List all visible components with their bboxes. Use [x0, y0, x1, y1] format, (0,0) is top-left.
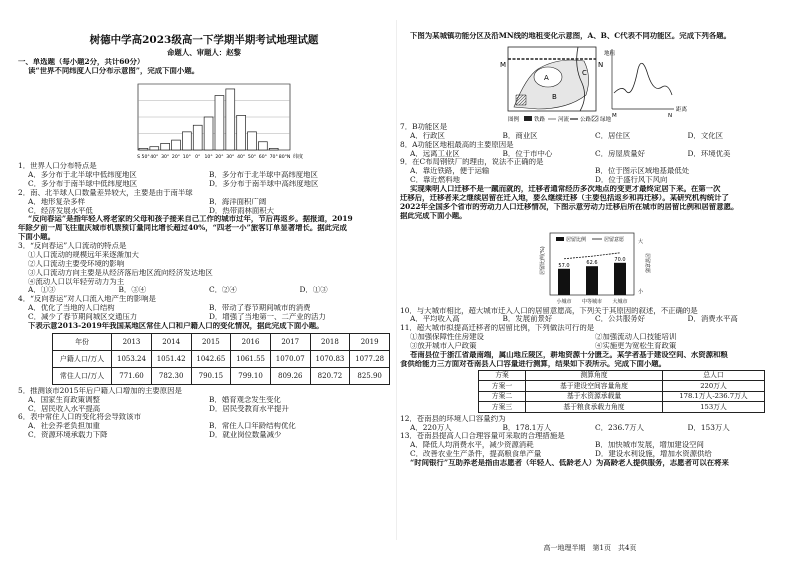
q4-options-row1	[18, 304, 390, 313]
rent-x-label: 距离	[676, 106, 688, 113]
chart-tick-label: 70°	[269, 155, 278, 161]
q8-option-c[interactable]: C．房屋质量好	[595, 149, 645, 158]
q13-option-d[interactable]: D．建设水利设施，增加水资源供给	[595, 450, 712, 459]
q5-option-a[interactable]: A．国家生育政策调整	[28, 395, 100, 404]
table-cell: 809.26	[270, 367, 310, 384]
q2-stem: 2．南、北半球人口数量差异较大，主要是由于南半球	[18, 188, 193, 197]
q1-options-row2	[18, 180, 390, 189]
q5-option-b[interactable]: B．婚育观念发生变化	[209, 395, 281, 404]
exam-author: 命题人、审题人：赵黎	[167, 47, 241, 57]
table-cell: 771.60	[112, 367, 152, 384]
legend-swatch-rail	[524, 116, 532, 121]
q1-stem: 1．世界人口分布特点是	[18, 162, 97, 171]
chart2-legend-swatch-bar	[556, 237, 564, 241]
q12-options	[400, 424, 780, 433]
q3-statement-3: ③人口流动方向主要是从经济落后地区流向经济发达地区	[28, 268, 213, 277]
table-cell: 方案三	[479, 402, 526, 413]
q4-option-d[interactable]: D．增强了当地第一、二产业的活力	[209, 313, 326, 322]
q12-option-a[interactable]: A．220万人	[410, 423, 452, 432]
q10-stem: 10．与大城市相比，超大城市迁入人口的居留意愿高，下列关于其原因的叙述，不正确的是	[400, 306, 698, 315]
q1-option-c[interactable]: C．多分布于南半球中低纬度地区	[28, 179, 138, 188]
table-row	[479, 391, 765, 402]
q13-option-c[interactable]: C．改善农业生产条件，提高粮食单产量	[410, 450, 542, 459]
q9-options-row1	[400, 167, 780, 176]
table-cell: 1077.28	[350, 350, 390, 367]
chart2-bar	[586, 266, 598, 295]
chart-tick-label: 30°	[161, 155, 170, 161]
chart2-y2-tick-high: 大	[638, 238, 644, 245]
capacity-table	[478, 370, 765, 413]
passage3-line2: 食供给能力三方面对苍南县人口容量进行测算，结果如下表所示。完成下面小题。	[400, 359, 667, 368]
chart-tick-label: 10°	[204, 155, 213, 161]
chart2-value-label: 62.6	[586, 259, 598, 266]
q10-option-a[interactable]: A．平均收入高	[410, 315, 460, 324]
table1-intro: 下表示意2013-2019年我国某地区常住人口和户籍人口的变化情况，据此完成下面小题。	[28, 321, 324, 330]
table-cell: 178.1万人-236.7万人	[663, 391, 765, 402]
q11-statement-2: ②加强流动人口技能培训	[595, 333, 677, 342]
chart2-bar	[614, 262, 626, 294]
table-row	[479, 402, 765, 413]
table-cell: 基于水资源承载量	[526, 391, 663, 402]
q1-option-d[interactable]: D．多分布于南半球中高纬度地区	[209, 179, 319, 188]
table-header-cell: 2016	[231, 333, 271, 350]
chart-bar	[215, 96, 224, 150]
table-cell: 1051.42	[151, 350, 191, 367]
chart-tick-label: 30°	[226, 155, 235, 161]
population-latitude-chart	[18, 78, 390, 162]
legend-river: 河流	[558, 116, 570, 123]
chart-tick-label: 50°	[247, 155, 257, 161]
q4-options-row2	[18, 313, 390, 322]
chart2-y2-label: 居留意愿	[644, 252, 650, 273]
q2-option-d[interactable]: D．热带雨林面积大	[209, 206, 275, 215]
chart-tick-label: 60°	[258, 155, 267, 161]
q8-stem: 8．A功能区地租最高的主要原因是	[400, 140, 514, 149]
map-intro: 下图为某城镇功能分区及沿MN线的地租变化示意图，A、B、C代表不同功能区。完成下列各题。	[410, 32, 732, 40]
q7-option-c[interactable]: C．居住区	[595, 131, 631, 140]
q5-stem: 5．推测该市2015年后户籍人口增加的主要原因是	[18, 386, 182, 395]
table-cell: 常住人口/万人	[53, 367, 112, 384]
q9-stem: 9．在C布局钢铁厂的理由，说法不正确的是	[400, 158, 544, 167]
q7-option-a[interactable]: A．行政区	[410, 131, 445, 140]
table-cell: 1070.83	[310, 350, 350, 367]
table-cell: 220万人	[663, 381, 765, 392]
chart-tick-label: 80°N	[278, 155, 291, 161]
table-header-cell: 年份	[53, 333, 112, 350]
q7-options	[400, 132, 780, 141]
migration-retention-chart	[400, 221, 780, 307]
table-row	[479, 370, 765, 381]
table-cell: 基于粮食承载力角度	[526, 402, 663, 413]
chart2-y-label: 居留比例(%)	[540, 245, 546, 275]
chart2-category-label: 小城市	[556, 298, 572, 305]
table-cell: 825.90	[350, 367, 390, 384]
q4-option-c[interactable]: C．减少了春节期间城区交通压力	[28, 313, 138, 322]
chart2-legend-line: 居留意愿	[604, 236, 625, 243]
q6-option-c[interactable]: C．资源环境承载力下降	[28, 431, 108, 440]
rent-x-start: M	[612, 112, 617, 119]
q2-options-row1	[18, 198, 390, 207]
q8-option-b[interactable]: B．位于市中心	[502, 149, 553, 158]
chart-tick-label: 20°	[215, 155, 224, 161]
legend-road: 公路	[580, 116, 592, 123]
chart-tick-label: 40°	[150, 155, 159, 161]
q13-stem: 13．苍南县提高人口合理容量可采取的合理措施是	[400, 432, 565, 441]
chart-bar	[204, 117, 213, 150]
map-green-space	[516, 95, 526, 105]
chart-bar	[237, 116, 246, 151]
q13-option-b[interactable]: B．加快城市发展，增加建设空间	[595, 441, 704, 450]
passage2-line3: 2022年全国多个省市的劳动力人口迁移情况，下图示意劳动力迁移后所在城市的居留比例和居留意愿。	[400, 202, 739, 211]
table-header-cell: 2013	[112, 333, 152, 350]
q9-options-row2	[400, 176, 780, 185]
passage1-line2: 年除夕前一周飞往重庆城市机票预订量同比增长超过40%，“四老一小”旅客订单显著增长。据此完成	[18, 224, 347, 233]
section-heading: 一、单选题（每小题2分，共计60分）	[18, 58, 145, 67]
q2-options-row2	[18, 207, 390, 216]
table-row	[53, 333, 390, 350]
legend-green: 绿地	[600, 116, 612, 123]
table-header-cell: 2015	[191, 333, 231, 350]
q3-option-b[interactable]: B．③④	[118, 286, 147, 295]
q13-options-row1	[400, 441, 780, 450]
q6-options-row1	[18, 422, 390, 431]
q11-statements-row1	[400, 333, 780, 342]
q9-option-c[interactable]: C．靠近燃料地	[410, 176, 460, 185]
page-divider	[396, 20, 397, 540]
passage4-line1: “时间银行”互助养老是指由志愿者（年轻人、低龄老人）为高龄老人提供服务，志愿者可以在将来	[410, 459, 729, 467]
map-label-a: A	[544, 73, 549, 82]
table-header-cell: 2017	[270, 333, 310, 350]
legend-title: 图例	[508, 116, 520, 123]
q6-option-a[interactable]: A．社会养老负担加重	[28, 422, 100, 431]
q6-option-b[interactable]: B．常住人口年龄结构优化	[209, 422, 296, 431]
chart-tick-label: S 50°	[137, 155, 150, 161]
chart-bar	[269, 149, 278, 151]
q1-option-a[interactable]: A．多分布于北半球中低纬度地区	[28, 171, 137, 180]
passage1-line1: “反向春运”是指年轻人将老家的父母和孩子接来自己工作的城市过年，节后再返乡。据报道，2019	[28, 215, 353, 224]
table-header-cell: 2019	[350, 333, 390, 350]
table-cell: 820.72	[310, 367, 350, 384]
chart2-category-label: 大城市	[612, 298, 628, 305]
q3-statement-1: ①人口流动的规模远年来逐渐加大	[28, 250, 139, 259]
map-label-c: C	[582, 68, 587, 77]
q13-options-row2	[400, 450, 780, 459]
q11-statement-1: ①加强保障性住房建设	[410, 333, 484, 342]
q2-option-b[interactable]: B．海洋面积广阔	[209, 197, 267, 206]
table-cell: 1053.24	[112, 350, 152, 367]
q8-options	[400, 150, 780, 159]
q12-option-c[interactable]: C．236.7万人	[595, 423, 644, 432]
q7-option-b[interactable]: B．商业区	[502, 131, 538, 140]
section-intro: 读“世界不同纬度人口分布示意图”，完成下面小题。	[28, 67, 200, 76]
q12-option-d[interactable]: D．153万人	[687, 423, 730, 432]
map-label-n: N	[598, 60, 604, 69]
q4-option-b[interactable]: B．带动了春节期间城市的消费	[209, 304, 311, 313]
table-row	[479, 381, 765, 392]
q10-option-c[interactable]: C．公共服务好	[595, 315, 645, 324]
q6-option-d[interactable]: D．就业岗位数量减少	[209, 431, 282, 440]
q1-options-row1	[18, 171, 390, 180]
table-cell: 782.30	[151, 367, 191, 384]
town-function-map	[400, 43, 780, 123]
q11-statement-3: ③放开城市入户政策	[410, 342, 477, 350]
q8-option-a[interactable]: A．远离工业区	[410, 149, 460, 158]
q5-option-c[interactable]: C．居民收入水平提高	[28, 404, 101, 413]
map-label-m: M	[500, 60, 507, 69]
chart-bar	[226, 89, 235, 150]
chart2-value-label: 70.0	[614, 256, 626, 263]
chart-tick-label: 0°	[195, 155, 201, 161]
chart-bar	[248, 132, 257, 150]
table-cell: 基于建设空间容量角度	[526, 381, 663, 392]
q11-statement-4: ④实施更为宽松生育政策	[595, 342, 677, 350]
passage3-line1: 苍南县位于浙江省最南端，属山地丘陵区，耕地资源十分匮乏。某学者基于建设空间、水资源和粮	[410, 350, 728, 359]
q3-statement-2: ②人口流动主要受环境的影响	[28, 259, 125, 268]
table-cell: 790.15	[191, 367, 231, 384]
table-header-cell: 方案	[479, 370, 526, 381]
chart-bar	[193, 125, 202, 150]
q8-option-d[interactable]: D．环境优美	[687, 149, 731, 158]
legend-rail: 铁路	[534, 116, 546, 123]
q3-option-d[interactable]: D．①③	[299, 286, 328, 295]
table-row	[53, 350, 390, 367]
chart-bar	[139, 149, 148, 151]
chart-tick-label: 20°	[171, 155, 181, 161]
table-cell: 153万人	[663, 402, 765, 413]
q12-stem: 12．苍南县的环境人口容量约为	[400, 414, 506, 423]
q2-option-a[interactable]: A．地形复杂多样	[28, 197, 86, 206]
map-legend	[508, 115, 612, 123]
chart2-y2-tick-low: 小	[638, 288, 644, 295]
passage2-line2: 迁移后，迁移者来之继续居留在迁入地，要么继续迁移（主要包括返乡和再迁移）。某研究机构统计了	[400, 193, 729, 202]
q10-option-d[interactable]: D．消费水平高	[687, 315, 738, 324]
q3-options	[18, 286, 390, 295]
q7-option-d[interactable]: D．文化区	[687, 131, 723, 140]
chart-x-label: 纬度	[293, 154, 304, 161]
q4-option-a[interactable]: A．优化了当地的人口结构	[28, 304, 115, 313]
q3-option-a[interactable]: A．①③	[28, 286, 56, 295]
rent-profile-chart	[604, 49, 688, 119]
table-cell: 方案二	[479, 391, 526, 402]
table-cell: 户籍人口/万人	[53, 350, 112, 367]
q12-option-b[interactable]: B．178.1万人	[502, 423, 552, 432]
chart-tick-label: 40°	[237, 155, 246, 161]
chart2-category-label: 中等城市	[581, 298, 603, 305]
q10-option-b[interactable]: B．发展前景好	[502, 315, 553, 324]
q9-option-a[interactable]: A．靠近铁路，便于运输	[410, 167, 490, 176]
right-column	[400, 0, 780, 468]
chart2-line	[564, 252, 620, 258]
q2-option-c[interactable]: C．经济发展水平低	[28, 206, 93, 215]
table-cell: 1061.55	[231, 350, 271, 367]
legend-swatch-green	[592, 116, 598, 121]
passage2-line1: 实现乘明人口迁移不是一蹴而就的，迁移者通常经历多次地点的变更才最终定居下来。在第一次	[410, 185, 721, 193]
rent-y-label: 地租	[604, 50, 616, 57]
q5-options-row2	[18, 405, 390, 414]
q3-option-c[interactable]: C．②④	[209, 286, 237, 295]
chart-bar	[172, 140, 181, 150]
chart-bar	[161, 144, 170, 151]
table-cell: 方案一	[479, 381, 526, 392]
chart-bar	[258, 142, 267, 150]
q6-options-row2	[18, 431, 390, 440]
passage2-line4: 据此完成下面小题。	[400, 211, 467, 220]
q3-stem: 3．“反向春运”人口流动的特点是	[18, 242, 127, 251]
q5-option-d[interactable]: D．居民受教育水平提升	[209, 404, 289, 413]
q7-stem: 7．B功能区是	[400, 122, 448, 131]
exam-title: 树德中学高2023级高一下学期半期考试地理试题	[89, 34, 319, 46]
table-cell: 1042.65	[191, 350, 231, 367]
table-header-cell: 总人口	[663, 370, 765, 381]
rent-x-end: N	[668, 112, 673, 119]
q13-option-a[interactable]: A．降低人均消费水平，减少资源消耗	[410, 441, 534, 450]
population-table	[52, 333, 390, 385]
table-header-cell: 2014	[151, 333, 191, 350]
q3-statement-4: ④流动人口以年轻劳动力为主	[28, 277, 125, 286]
q10-options	[400, 315, 780, 324]
left-column	[18, 0, 390, 440]
rent-curve	[614, 63, 672, 95]
q1-option-b[interactable]: B．多分布于北半球中高纬度地区	[209, 171, 318, 180]
passage1-line3: 下面小题。	[18, 233, 55, 242]
chart-bar	[182, 132, 191, 150]
table-row	[53, 367, 390, 384]
q5-options-row1	[18, 396, 390, 405]
table-header-cell: 2018	[310, 333, 350, 350]
table-header-cell: 测算角度	[526, 370, 663, 381]
q9-option-b[interactable]: B．位于图示区域地基最低处	[595, 167, 690, 176]
q4-stem: 4．“反向春运”对人口流入地产生的影响是	[18, 295, 156, 304]
q9-option-d[interactable]: D．位于盛行风下风向	[595, 176, 668, 185]
table-cell: 1070.07	[270, 350, 310, 367]
q6-stem: 6．表中常住人口的变化将会导致该市	[18, 413, 141, 422]
map-label-b: B	[552, 92, 557, 101]
chart-bar	[150, 147, 159, 150]
chart2-value-label: 57.0	[558, 262, 570, 269]
q11-statements-row2	[400, 342, 780, 351]
table-cell: 799.10	[231, 367, 271, 384]
map-panel	[500, 47, 603, 111]
chart2-legend-bar: 居留比例	[566, 236, 587, 243]
page-footer: 高一地理半期 第1页 共4页	[543, 544, 637, 552]
chart2-bar	[558, 268, 570, 294]
chart-tick-label: 10°	[182, 155, 191, 161]
q11-stem: 11．超大城市拟提高迁移者的居留比例，下列做法可行的是	[400, 324, 595, 333]
